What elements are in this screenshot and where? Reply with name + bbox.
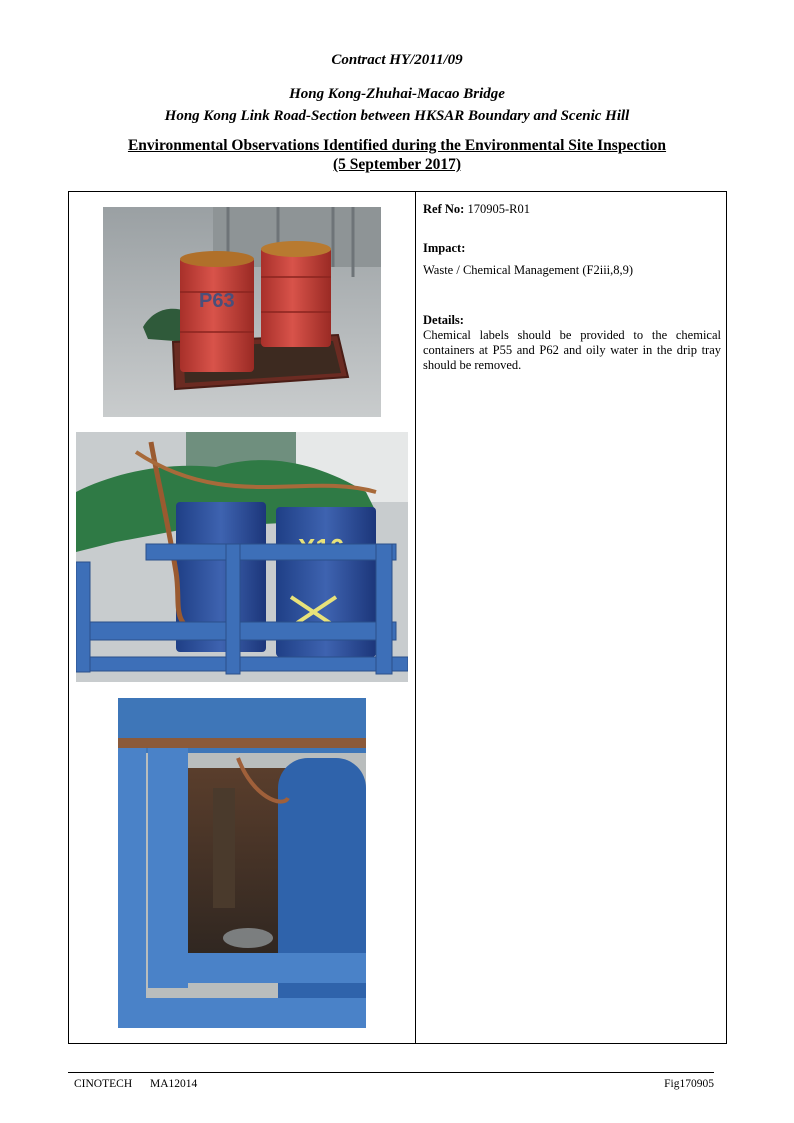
red-drums-illustration xyxy=(103,207,381,417)
project-name-line1: Hong Kong-Zhuhai-Macao Bridge xyxy=(289,86,505,102)
drip-tray-illustration xyxy=(118,698,366,1028)
details-label: Details: xyxy=(423,313,464,327)
impact-label: Impact: xyxy=(423,241,466,255)
ref-no-value: 170905-R01 xyxy=(467,202,530,216)
footer-figure-ref: Fig170905 xyxy=(664,1078,714,1090)
details-value: Chemical labels should be provided to the chemical containers at P55 and P62 and oily water in the drip tray should be removed. xyxy=(423,328,721,372)
ref-no-line xyxy=(423,202,721,217)
report-title-line2: (5 September 2017) xyxy=(333,156,461,173)
blue-drums-illustration xyxy=(76,432,408,682)
footer-rule xyxy=(68,1072,714,1073)
photo-blue-drums-in-rack xyxy=(76,432,408,682)
table-column-divider xyxy=(415,191,416,1044)
project-name-line2: Hong Kong Link Road-Section between HKSAR Boundary and Scenic Hill xyxy=(164,108,630,124)
contract-heading: Contract HY/2011/09 xyxy=(331,52,463,68)
impact-value: Waste / Chemical Management (F2iii,8,9) xyxy=(423,263,634,277)
ref-no-label: Ref No: xyxy=(423,202,465,216)
photo-red-drums-on-drip-tray xyxy=(103,207,381,417)
report-title-line1: Environmental Observations Identified during the Environmental Site Inspection xyxy=(127,137,667,154)
drum-marking-p63: P63 xyxy=(199,290,235,312)
photo-drip-tray-oily-water xyxy=(118,698,366,1028)
footer-company: CINOTECH xyxy=(74,1078,133,1090)
footer-doc-code: MA12014 xyxy=(150,1078,198,1090)
